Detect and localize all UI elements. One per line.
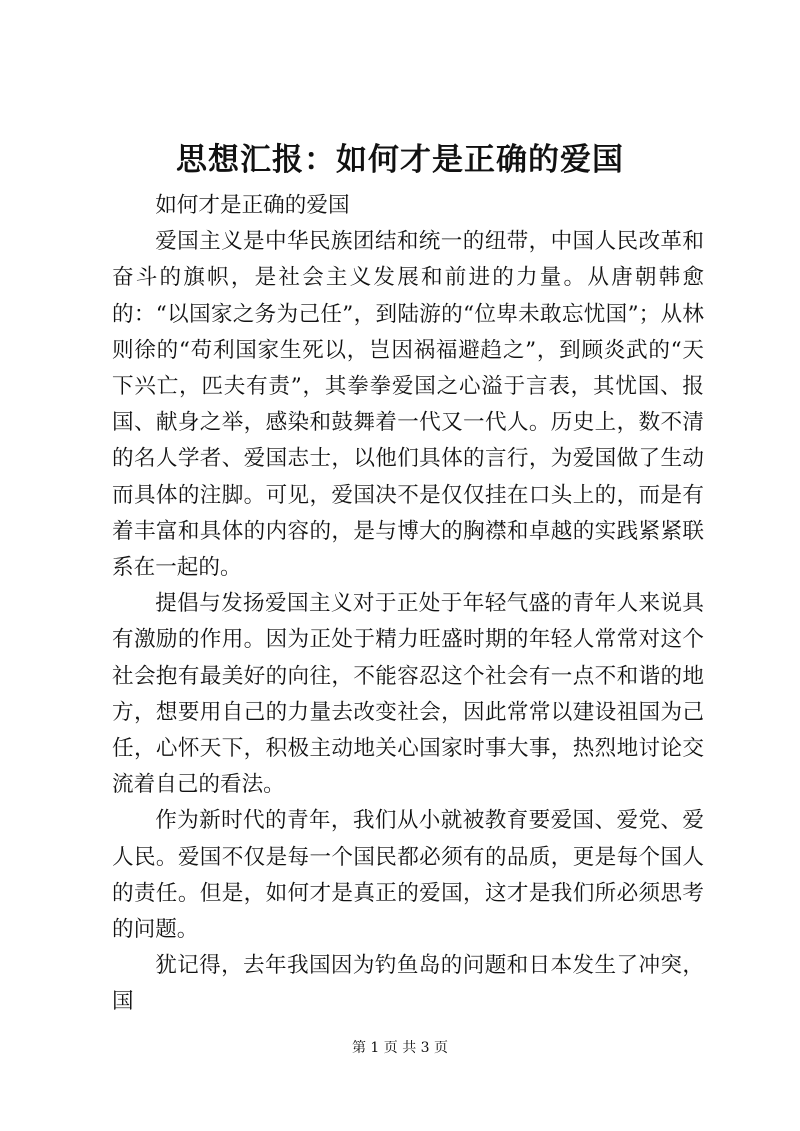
paragraph: 作为新时代的青年，我们从小就被教育要爱国、爱党、爱人民。爱国不仅是每一个国民都必须有的品质，更是每个国人的责任。但是，如何才是真正的爱国，这才是我们所必须思考的问题。 bbox=[112, 808, 704, 943]
paragraph: 犹记得，去年我国因为钓鱼岛的问题和日本发生了冲突，国 bbox=[112, 953, 704, 1015]
paragraph-subtitle: 如何才是正确的爱国 bbox=[155, 193, 350, 218]
page-number-footer: 第 1 页 共 3 页 bbox=[351, 1040, 449, 1056]
document-body bbox=[112, 188, 704, 1021]
paragraph: 爱国主义是中华民族团结和统一的纽带，中国人民改革和奋斗的旗帜，是社会主义发展和前进的力量。从唐朝韩愈的：“以国家之务为己任”，到陆游的“位卑未敢忘忧国”；从林则徐的“苟利国家生死以，岂因祸福避趋之”，到顾炎武的“天下兴亡，匹夫有责”，其拳拳爱国之心溢于言表，其忧国、报国、献身之举，感染和鼓舞着一代又一代人。历史上，数不清的名人学者、爱国志士，以他们具体的言行，为爱国做了生动而具体的注脚。可见，爱国决不是仅仅挂在口头上的，而是有着丰富和具体的内容的，是与博大的胸襟和卓越的实践紧紧联系在一起的。 bbox=[112, 229, 704, 581]
paragraph: 提倡与发扬爱国主义对于正处于年轻气盛的青年人来说具有激励的作用。因为正处于精力旺盛时期的年轻人常常对这个社会抱有最美好的向往，不能容忍这个社会有一点不和谐的地方，想要用自己的力量去改变社会，因此常常以建设祖国为己任，心怀天下，积极主动地关心国家时事大事，热烈地讨论交流着自己的看法。 bbox=[112, 591, 704, 798]
document-title: 思想汇报：如何才是正确的爱国 bbox=[176, 142, 624, 178]
